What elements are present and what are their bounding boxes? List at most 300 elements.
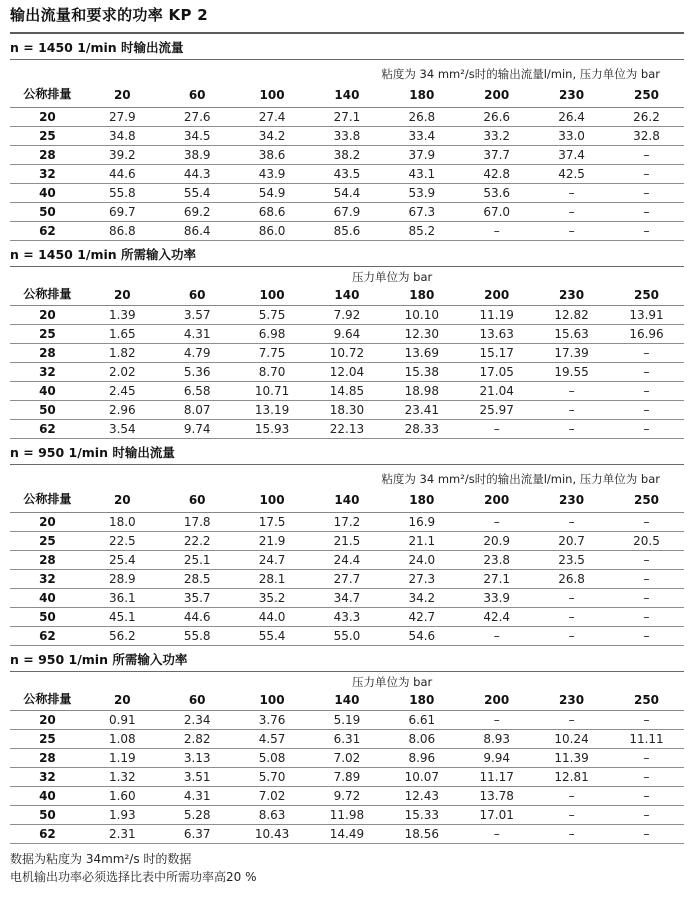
section-flow-1450 <box>10 40 684 241</box>
data-cell: 13.19 <box>235 401 310 420</box>
data-cell: 8.63 <box>235 806 310 825</box>
data-cell: – <box>609 203 684 222</box>
displacement-row-label: 25 <box>10 532 85 551</box>
table-row <box>10 420 684 439</box>
data-cell: 34.2 <box>384 589 459 608</box>
pressure-column-header: 20 <box>85 85 160 108</box>
data-cell: – <box>534 608 609 627</box>
data-cell: 2.82 <box>160 730 235 749</box>
displacement-row-label: 50 <box>10 401 85 420</box>
table-note: 粘度为 34 mm²/s时的输出流量l/min, 压力单位为 bar <box>381 472 660 486</box>
displacement-row-label: 28 <box>10 146 85 165</box>
data-cell: 44.6 <box>160 608 235 627</box>
data-cell: 11.39 <box>534 749 609 768</box>
displacement-row-label: 40 <box>10 184 85 203</box>
data-cell: 9.74 <box>160 420 235 439</box>
data-cell: 28.33 <box>384 420 459 439</box>
data-cell: 10.24 <box>534 730 609 749</box>
data-cell: 4.79 <box>160 344 235 363</box>
pressure-column-header: 60 <box>160 285 235 306</box>
section-power-1450 <box>10 247 684 439</box>
section-heading: n = 950 1/min 时输出流量 <box>10 445 684 465</box>
data-cell: 2.02 <box>85 363 160 382</box>
table-row <box>10 608 684 627</box>
data-cell: 21.04 <box>459 382 534 401</box>
data-cell: 55.8 <box>160 627 235 646</box>
data-cell: – <box>534 222 609 241</box>
pressure-column-header: 200 <box>459 85 534 108</box>
pressure-column-header: 140 <box>310 285 385 306</box>
data-cell: 7.89 <box>310 768 385 787</box>
section-heading: n = 1450 1/min 时输出流量 <box>10 40 684 60</box>
data-cell: 17.39 <box>534 344 609 363</box>
data-cell: 5.36 <box>160 363 235 382</box>
data-cell: 38.6 <box>235 146 310 165</box>
data-cell: 6.58 <box>160 382 235 401</box>
data-cell: 55.0 <box>310 627 385 646</box>
data-cell: 37.4 <box>534 146 609 165</box>
displacement-row-label: 28 <box>10 749 85 768</box>
displacement-row-label: 25 <box>10 127 85 146</box>
data-cell: 43.5 <box>310 165 385 184</box>
data-cell: – <box>459 513 534 532</box>
data-cell: 35.2 <box>235 589 310 608</box>
displacement-row-label: 50 <box>10 608 85 627</box>
data-cell: 42.8 <box>459 165 534 184</box>
pressure-column-header: 230 <box>534 285 609 306</box>
data-cell: 7.92 <box>310 306 385 325</box>
table-row <box>10 513 684 532</box>
pressure-column-header: 180 <box>384 690 459 711</box>
data-cell: 45.1 <box>85 608 160 627</box>
data-cell: 12.82 <box>534 306 609 325</box>
data-cell: 15.93 <box>235 420 310 439</box>
data-cell: 35.7 <box>160 589 235 608</box>
table-row <box>10 749 684 768</box>
data-cell: 43.1 <box>384 165 459 184</box>
displacement-row-label: 40 <box>10 787 85 806</box>
pressure-column-header: 60 <box>160 85 235 108</box>
data-cell: 1.65 <box>85 325 160 344</box>
displacement-row-label: 40 <box>10 382 85 401</box>
data-cell: 6.98 <box>235 325 310 344</box>
data-cell: 16.9 <box>384 513 459 532</box>
section-power-950 <box>10 652 684 844</box>
data-cell: 55.4 <box>160 184 235 203</box>
data-cell: 53.6 <box>459 184 534 203</box>
data-cell: 26.8 <box>534 570 609 589</box>
data-cell: 10.71 <box>235 382 310 401</box>
data-cell: 3.54 <box>85 420 160 439</box>
data-cell: 20.7 <box>534 532 609 551</box>
data-cell: 10.72 <box>310 344 385 363</box>
data-cell: – <box>534 589 609 608</box>
table-header <box>10 690 684 711</box>
data-cell: 69.2 <box>160 203 235 222</box>
table-note: 压力单位为 bar <box>352 270 433 284</box>
data-cell: 23.8 <box>459 551 534 570</box>
data-cell: 86.4 <box>160 222 235 241</box>
data-cell: 17.2 <box>310 513 385 532</box>
page-title: 输出流量和要求的功率 KP 2 <box>10 6 684 34</box>
data-cell: – <box>609 222 684 241</box>
displacement-row-label: 32 <box>10 165 85 184</box>
data-cell: – <box>534 787 609 806</box>
data-cell: 2.45 <box>85 382 160 401</box>
data-cell: 5.75 <box>235 306 310 325</box>
data-cell: – <box>609 768 684 787</box>
data-cell: – <box>534 825 609 844</box>
table-row <box>10 825 684 844</box>
table-header <box>10 285 684 306</box>
data-cell: 10.10 <box>384 306 459 325</box>
data-cell: – <box>609 146 684 165</box>
data-cell: 69.7 <box>85 203 160 222</box>
data-cell: 27.9 <box>85 108 160 127</box>
data-cell: 21.9 <box>235 532 310 551</box>
data-cell: – <box>459 222 534 241</box>
data-cell: 44.6 <box>85 165 160 184</box>
data-cell: 1.08 <box>85 730 160 749</box>
data-cell: 42.4 <box>459 608 534 627</box>
table-row <box>10 127 684 146</box>
data-cell: 7.02 <box>235 787 310 806</box>
footnote-motor-power: 电机输出功率必须选择比表中所需功率高20 % <box>10 870 257 884</box>
displacement-row-label: 40 <box>10 589 85 608</box>
data-cell: 7.75 <box>235 344 310 363</box>
data-cell: 25.97 <box>459 401 534 420</box>
data-cell: 86.8 <box>85 222 160 241</box>
data-cell: 33.2 <box>459 127 534 146</box>
data-cell: 3.76 <box>235 711 310 730</box>
data-cell: 6.37 <box>160 825 235 844</box>
data-cell: 11.17 <box>459 768 534 787</box>
data-cell: – <box>534 401 609 420</box>
data-cell: 54.4 <box>310 184 385 203</box>
data-cell: 9.72 <box>310 787 385 806</box>
data-cell: 33.0 <box>534 127 609 146</box>
data-cell: – <box>609 165 684 184</box>
table-row <box>10 787 684 806</box>
power-1450-table <box>10 285 684 439</box>
table-body <box>10 711 684 844</box>
data-cell: – <box>609 344 684 363</box>
data-cell: 17.5 <box>235 513 310 532</box>
data-cell: 8.06 <box>384 730 459 749</box>
data-cell: 34.2 <box>235 127 310 146</box>
pressure-column-header: 250 <box>609 490 684 513</box>
pressure-column-header: 230 <box>534 490 609 513</box>
data-cell: 44.3 <box>160 165 235 184</box>
pressure-column-header: 140 <box>310 85 385 108</box>
table-body <box>10 306 684 439</box>
displacement-row-label: 20 <box>10 108 85 127</box>
data-cell: 1.60 <box>85 787 160 806</box>
data-cell: 24.7 <box>235 551 310 570</box>
data-cell: 67.3 <box>384 203 459 222</box>
data-cell: – <box>459 711 534 730</box>
data-cell: 28.9 <box>85 570 160 589</box>
header-row <box>10 85 684 108</box>
data-cell: 5.70 <box>235 768 310 787</box>
data-cell: – <box>534 203 609 222</box>
data-cell: – <box>609 551 684 570</box>
flow-1450-table <box>10 85 684 241</box>
data-cell: – <box>459 825 534 844</box>
data-cell: 8.93 <box>459 730 534 749</box>
data-cell: 1.93 <box>85 806 160 825</box>
data-cell: – <box>459 420 534 439</box>
data-cell: 13.63 <box>459 325 534 344</box>
section-flow-950 <box>10 445 684 646</box>
displacement-row-label: 20 <box>10 513 85 532</box>
data-cell: 12.04 <box>310 363 385 382</box>
data-cell: 43.3 <box>310 608 385 627</box>
data-cell: 17.8 <box>160 513 235 532</box>
table-body <box>10 108 684 241</box>
table-row <box>10 382 684 401</box>
data-cell: – <box>534 711 609 730</box>
data-cell: 22.13 <box>310 420 385 439</box>
data-cell: – <box>609 589 684 608</box>
table-row <box>10 325 684 344</box>
data-cell: 28.1 <box>235 570 310 589</box>
data-cell: 20.9 <box>459 532 534 551</box>
pressure-column-header: 140 <box>310 490 385 513</box>
data-cell: 18.30 <box>310 401 385 420</box>
row-header-label: 公称排量 <box>10 85 85 108</box>
data-cell: 38.9 <box>160 146 235 165</box>
table-row <box>10 146 684 165</box>
pressure-column-header: 20 <box>85 490 160 513</box>
pressure-column-header: 200 <box>459 285 534 306</box>
data-cell: 85.6 <box>310 222 385 241</box>
data-cell: 1.39 <box>85 306 160 325</box>
displacement-row-label: 25 <box>10 325 85 344</box>
data-cell: 33.9 <box>459 589 534 608</box>
table-row <box>10 532 684 551</box>
data-cell: 4.31 <box>160 325 235 344</box>
data-cell: – <box>534 513 609 532</box>
data-cell: 42.7 <box>384 608 459 627</box>
table-note: 粘度为 34 mm²/s时的输出流量l/min, 压力单位为 bar <box>381 67 660 81</box>
data-cell: 5.08 <box>235 749 310 768</box>
section-heading: n = 950 1/min 所需输入功率 <box>10 652 684 672</box>
data-cell: 15.17 <box>459 344 534 363</box>
data-cell: 56.2 <box>85 627 160 646</box>
data-cell: 13.78 <box>459 787 534 806</box>
data-cell: 39.2 <box>85 146 160 165</box>
data-cell: 33.4 <box>384 127 459 146</box>
data-cell: – <box>534 627 609 646</box>
data-cell: 11.11 <box>609 730 684 749</box>
data-cell: 10.43 <box>235 825 310 844</box>
displacement-row-label: 20 <box>10 306 85 325</box>
data-cell: 34.7 <box>310 589 385 608</box>
data-cell: – <box>609 513 684 532</box>
pressure-column-header: 180 <box>384 490 459 513</box>
data-cell: – <box>534 184 609 203</box>
data-cell: 18.56 <box>384 825 459 844</box>
data-cell: 10.07 <box>384 768 459 787</box>
data-cell: 26.2 <box>609 108 684 127</box>
pressure-column-header: 180 <box>384 285 459 306</box>
data-cell: 8.96 <box>384 749 459 768</box>
data-cell: 24.4 <box>310 551 385 570</box>
data-cell: 38.2 <box>310 146 385 165</box>
data-cell: 4.57 <box>235 730 310 749</box>
data-cell: 67.0 <box>459 203 534 222</box>
data-cell: – <box>609 363 684 382</box>
data-cell: 55.8 <box>85 184 160 203</box>
data-cell: 34.8 <box>85 127 160 146</box>
data-cell: – <box>534 382 609 401</box>
table-body <box>10 513 684 646</box>
pressure-column-header: 250 <box>609 690 684 711</box>
data-cell: 17.05 <box>459 363 534 382</box>
displacement-row-label: 50 <box>10 806 85 825</box>
data-cell: 26.6 <box>459 108 534 127</box>
data-cell: 12.30 <box>384 325 459 344</box>
pressure-column-header: 100 <box>235 690 310 711</box>
data-cell: 12.81 <box>534 768 609 787</box>
displacement-row-label: 28 <box>10 344 85 363</box>
pressure-column-header: 60 <box>160 690 235 711</box>
data-cell: – <box>609 627 684 646</box>
data-cell: 55.4 <box>235 627 310 646</box>
data-cell: – <box>609 825 684 844</box>
data-cell: 12.43 <box>384 787 459 806</box>
data-cell: 17.01 <box>459 806 534 825</box>
data-cell: 28.5 <box>160 570 235 589</box>
data-cell: 18.98 <box>384 382 459 401</box>
table-row <box>10 551 684 570</box>
table-row <box>10 203 684 222</box>
data-cell: 15.33 <box>384 806 459 825</box>
pressure-column-header: 230 <box>534 690 609 711</box>
table-row <box>10 570 684 589</box>
pressure-column-header: 250 <box>609 85 684 108</box>
table-row <box>10 184 684 203</box>
data-cell: 18.0 <box>85 513 160 532</box>
data-cell: – <box>459 627 534 646</box>
pressure-column-header: 200 <box>459 690 534 711</box>
data-cell: 1.82 <box>85 344 160 363</box>
displacement-row-label: 62 <box>10 825 85 844</box>
data-cell: 43.9 <box>235 165 310 184</box>
table-row <box>10 222 684 241</box>
data-cell: 85.2 <box>384 222 459 241</box>
data-cell: 20.5 <box>609 532 684 551</box>
data-cell: 68.6 <box>235 203 310 222</box>
displacement-row-label: 28 <box>10 551 85 570</box>
displacement-row-label: 62 <box>10 222 85 241</box>
table-row <box>10 730 684 749</box>
table-row <box>10 589 684 608</box>
table-row <box>10 165 684 184</box>
data-cell: 33.8 <box>310 127 385 146</box>
pressure-column-header: 20 <box>85 285 160 306</box>
data-cell: 86.0 <box>235 222 310 241</box>
displacement-row-label: 62 <box>10 420 85 439</box>
data-cell: 54.9 <box>235 184 310 203</box>
data-cell: 27.7 <box>310 570 385 589</box>
data-cell: 25.1 <box>160 551 235 570</box>
displacement-row-label: 25 <box>10 730 85 749</box>
table-row <box>10 363 684 382</box>
data-cell: – <box>609 608 684 627</box>
data-cell: 2.31 <box>85 825 160 844</box>
data-cell: 8.70 <box>235 363 310 382</box>
displacement-row-label: 62 <box>10 627 85 646</box>
pressure-column-header: 200 <box>459 490 534 513</box>
data-cell: – <box>609 787 684 806</box>
data-cell: 15.38 <box>384 363 459 382</box>
table-row <box>10 344 684 363</box>
data-cell: 53.9 <box>384 184 459 203</box>
data-cell: – <box>609 806 684 825</box>
data-cell: – <box>609 570 684 589</box>
pressure-column-header: 140 <box>310 690 385 711</box>
row-header-label: 公称排量 <box>10 690 85 711</box>
data-cell: 16.96 <box>609 325 684 344</box>
displacement-row-label: 32 <box>10 768 85 787</box>
header-row <box>10 490 684 513</box>
data-cell: 15.63 <box>534 325 609 344</box>
data-cell: 5.19 <box>310 711 385 730</box>
data-cell: 6.31 <box>310 730 385 749</box>
data-cell: 34.5 <box>160 127 235 146</box>
data-cell: – <box>609 749 684 768</box>
table-note: 压力单位为 bar <box>352 675 433 689</box>
displacement-row-label: 32 <box>10 363 85 382</box>
data-cell: 1.19 <box>85 749 160 768</box>
pressure-column-header: 100 <box>235 85 310 108</box>
data-cell: 2.34 <box>160 711 235 730</box>
pressure-column-header: 100 <box>235 285 310 306</box>
pressure-column-header: 60 <box>160 490 235 513</box>
data-cell: 27.4 <box>235 108 310 127</box>
data-cell: 7.02 <box>310 749 385 768</box>
section-heading: n = 1450 1/min 所需输入功率 <box>10 247 684 267</box>
header-row <box>10 285 684 306</box>
table-row <box>10 806 684 825</box>
data-cell: 3.51 <box>160 768 235 787</box>
data-cell: 54.6 <box>384 627 459 646</box>
data-cell: 3.13 <box>160 749 235 768</box>
data-cell: 23.41 <box>384 401 459 420</box>
data-cell: 5.28 <box>160 806 235 825</box>
data-cell: 26.8 <box>384 108 459 127</box>
displacement-row-label: 50 <box>10 203 85 222</box>
data-cell: 14.49 <box>310 825 385 844</box>
flow-950-table <box>10 490 684 646</box>
data-cell: 11.98 <box>310 806 385 825</box>
data-cell: – <box>609 420 684 439</box>
displacement-row-label: 20 <box>10 711 85 730</box>
data-cell: – <box>609 382 684 401</box>
data-cell: 4.31 <box>160 787 235 806</box>
data-cell: 2.96 <box>85 401 160 420</box>
pressure-column-header: 100 <box>235 490 310 513</box>
data-cell: 27.3 <box>384 570 459 589</box>
data-cell: 0.91 <box>85 711 160 730</box>
row-header-label: 公称排量 <box>10 285 85 306</box>
data-cell: 3.57 <box>160 306 235 325</box>
data-cell: – <box>534 420 609 439</box>
data-cell: – <box>609 401 684 420</box>
pressure-column-header: 20 <box>85 690 160 711</box>
